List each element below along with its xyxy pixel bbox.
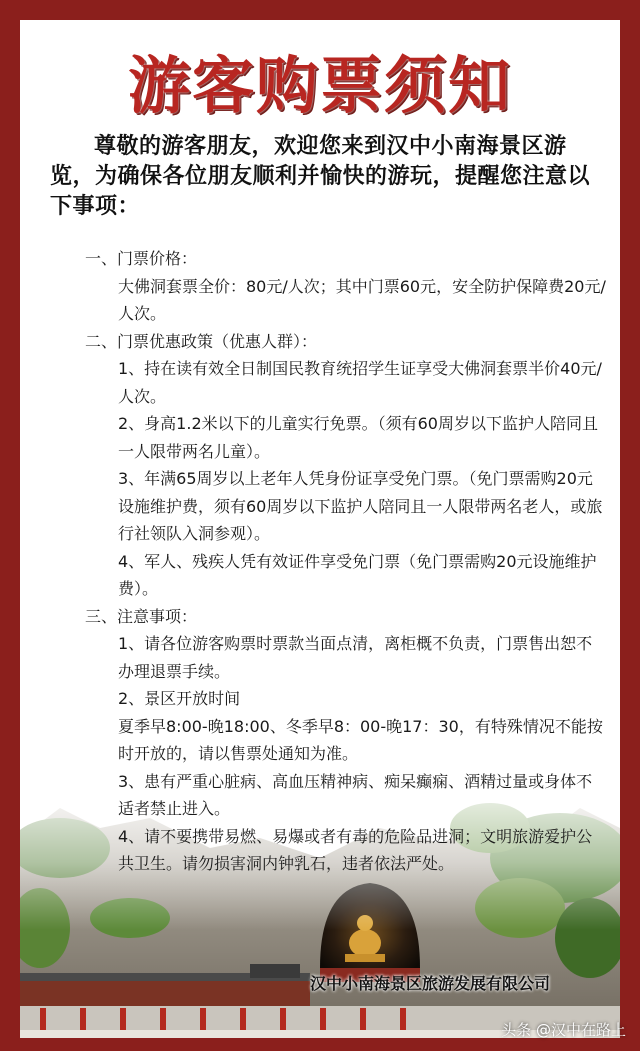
discount-item: 4、军人、残疾人凭有效证件享受免门票（免门票需购20元设施维护费）。 [118,551,597,598]
section-heading-discount: 二、门票优惠政策（优惠人群）： [85,331,318,351]
discount-item: 2、身高1.2米以下的儿童实行免票。（须有60周岁以下监护人陪同且一人限带两名儿童）。 [118,414,598,461]
source-watermark: 头条 @汉中在路上 [501,1021,626,1039]
note-item: 1、请各位游客购票时票款当面点清，离柜概不负责，门票售出恕不办理退票手续。 [118,634,593,681]
company-name: 汉中小南海景区旅游发展有限公司 [310,974,551,993]
page-title: 游客购票须知 [127,49,512,122]
note-item: 夏季早8:00-晚18:00、冬季早8：00-晚17：30，有特殊情况不能按时开放的，请以售票处通知为准。 [118,716,603,763]
section-heading-notes: 三、注意事项： [85,606,198,626]
notice-body [50,245,606,878]
discount-item: 1、持在读有效全日制国民教育统招学生证享受大佛洞套票半价40元/人次。 [118,359,602,406]
intro-paragraph: 尊敬的游客朋友，欢迎您来到汉中小南海景区游览，为确保各位朋友顺利并愉快的游玩，提醒您注意以下事项： [50,134,591,219]
section-heading-price: 一、门票价格： [85,249,198,268]
discount-item: 3、年满65周岁以上老年人凭身份证享受免门票。（免门票需购20元设施维护费，须有60周岁以下监护人陪同且一人限带两名老人，或旅行社领队入洞参观）。 [118,469,603,543]
note-item: 4、请不要携带易燃、易爆或者有毒的危险品进洞；文明旅游爱护公共卫生。请勿损害洞内钟乳石，违者依法严处。 [118,826,593,873]
note-item-label: 2、景区开放时间 [118,689,241,708]
note-item: 3、患有严重心脏病、高血压精神病、痴呆癫痫、酒精过量或身体不适者禁止进入。 [118,771,593,818]
price-text: 大佛洞套票全价：80元/人次；其中门票60元，安全防护保障费20元/人次。 [118,276,606,323]
poster-panel [20,20,620,1038]
